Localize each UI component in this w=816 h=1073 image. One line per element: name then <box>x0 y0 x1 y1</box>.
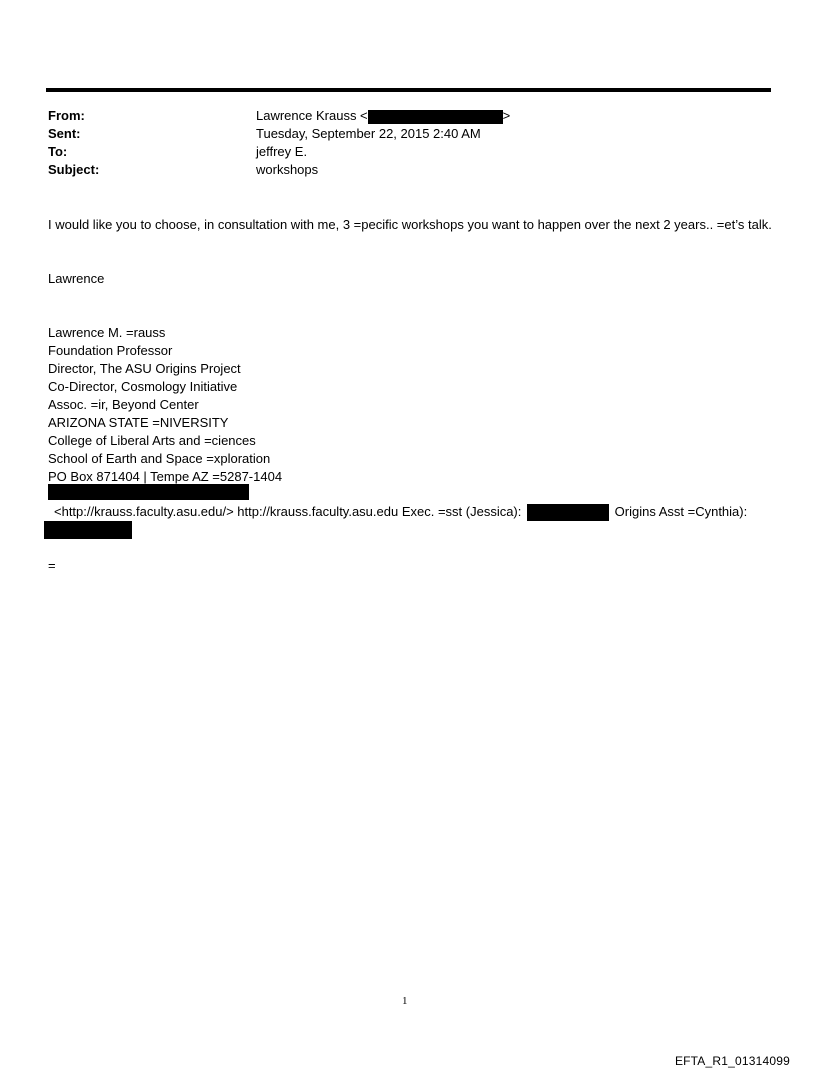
signature-line: School of Earth and Space =xploration <box>48 451 271 466</box>
signature-line: Foundation Professor <box>48 343 173 358</box>
signature-line: Co-Director, Cosmology Initiative <box>48 379 238 394</box>
signature-block <box>48 324 282 486</box>
subject-label: Subject: <box>48 162 100 177</box>
signature-line: College of Liberal Arts and =ciences <box>48 433 256 448</box>
message-signoff: Lawrence <box>48 271 105 286</box>
signature-line: PO Box 871404 | Tempe AZ =5287-1404 <box>48 469 283 484</box>
to-value: jeffrey E. <box>256 144 308 159</box>
sent-row <box>48 125 510 143</box>
header-rule <box>46 88 771 92</box>
to-label: To: <box>48 144 68 159</box>
subject-row <box>48 161 510 179</box>
email-header <box>48 107 510 179</box>
signature-line: Director, The ASU Origins Project <box>48 361 241 376</box>
from-row <box>48 107 510 125</box>
from-label: From: <box>48 108 85 123</box>
signature-line: Lawrence M. =rauss <box>48 325 166 340</box>
redacted-phone <box>527 504 609 521</box>
sent-value: Tuesday, September 22, 2015 2:40 AM <box>256 126 481 141</box>
redacted-phone-2 <box>44 521 132 539</box>
from-close: > <box>502 108 511 123</box>
to-row <box>48 143 510 161</box>
sent-label: Sent: <box>48 126 81 141</box>
signature-line: ARIZONA STATE =NIVERSITY <box>48 415 229 430</box>
document-id: EFTA_R1_01314099 <box>674 1054 790 1068</box>
from-name: Lawrence Krauss < <box>256 108 368 123</box>
redacted-contact <box>48 484 249 500</box>
from-value <box>256 107 510 125</box>
links-text-2: Origins Asst =Cynthia): <box>614 504 748 519</box>
page-number: 1 <box>402 995 408 1007</box>
subject-value: workshops <box>256 162 319 177</box>
redacted-email <box>368 110 503 124</box>
trailing-equals: = <box>48 558 56 573</box>
signature-line: Assoc. =ir, Beyond Center <box>48 397 199 412</box>
links-text: <http://krauss.faculty.asu.edu/> http://krauss.faculty.asu.edu Exec. =sst (Jessica): <box>54 504 522 519</box>
signature-links-line <box>54 503 747 521</box>
message-paragraph: I would like you to choose, in consultation with me, 3 =pecific workshops you want to happen over the next 2 years.. =et’s talk. <box>48 217 772 232</box>
